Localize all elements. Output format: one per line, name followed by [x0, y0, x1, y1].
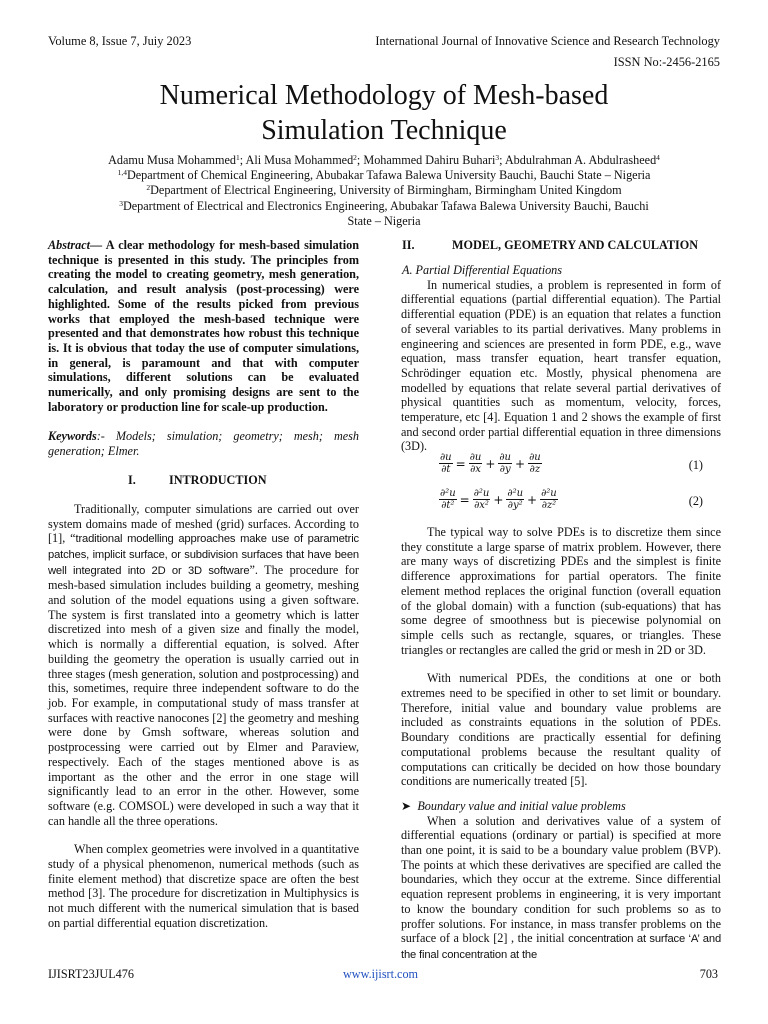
right-column-cont — [401, 525, 722, 963]
section-title: MODEL, GEOMETRY AND CALCULATION — [452, 238, 699, 252]
page-number: 703 — [699, 967, 718, 981]
fraction: $\frac{\partial u}{\partial y}$ — [499, 452, 511, 475]
paper-title — [40, 78, 728, 148]
fraction: $\frac{\text{∂²u}}{\text{∂y²}}$ — [507, 488, 524, 511]
author-sup: 2 — [353, 153, 357, 162]
plus: + — [515, 456, 526, 471]
equation-2 — [438, 488, 703, 516]
affiliation-3-cont: State – Nigeria — [347, 213, 421, 228]
intro-quote: traditional modelling approaches make use of parametric patches, implicit surface, or subdivision surfaces that have been well integrated into 2D or 3D software — [48, 533, 359, 577]
affiliation-text: Department of Chemical Engineering, Abubakar Tafawa Balewa University Bauchi, Bauchi State – Nigeria — [126, 168, 651, 183]
affiliation-sup: 2 — [146, 183, 151, 193]
section-number: II. — [402, 238, 415, 252]
keywords-text: :- Models; simulation; geometry; mesh; mesh generation; Elmer. — [48, 429, 359, 459]
fraction: $\frac{\text{∂²u}}{\text{∂x²}}$ — [473, 488, 490, 511]
abstract-label: Abstract— — [48, 238, 103, 252]
author-list — [40, 153, 728, 168]
author-sup: 4 — [656, 153, 660, 162]
plus: + — [493, 492, 504, 507]
author-name: ; Mohammed Dahiru Buhari — [356, 153, 496, 167]
keywords — [48, 429, 359, 458]
volume-info: Volume 8, Issue 7, Juiy 2023 — [48, 34, 192, 48]
paper-code: IJISRT23JUL476 — [48, 967, 134, 981]
intro-paragraph-2: When complex geometries were involved in a quantitative study of a physical phenomenon, numerical methods (such as finite element method) that discretize space are often the best method [3]. The procedure for discretization in Multiphysics is not much different with the numerical simulation that is based on partial differential equation discretization. — [48, 842, 359, 930]
author-sup: 3 — [495, 153, 500, 162]
affiliation-sup: 3 — [119, 198, 123, 208]
author-name: ; Abdulrahman A. Abdulrasheed — [499, 153, 657, 167]
pde-paragraph-1: In numerical studies, a problem is represented in form of differential equations (partial differential equation). The Partial differential equation (PDE) is an equation that relates a function of several variables to its partial derivatives. Many problems in engineering and sciences are presented in form PDE, e.g., wave equation, mass transfer equation, heart transfer equation, Schrödinger equation etc. Mostly, physical phenomena are modelled by equations that relate several partial derivatives of physical quantities such as momentum, velocity, forces, temperature, etc [4]. Equation 1 and 2 shows the example of first and second order partial differential equation in three dimensions (3D). — [401, 277, 721, 454]
equation-1-body — [438, 452, 543, 475]
bullet-boundary-value — [401, 799, 721, 814]
fraction: $\frac{\partial u}{\partial z}$ — [529, 452, 541, 475]
subsection-heading-pde: A. Partial Differential Equations — [402, 263, 563, 277]
affiliation-text: Department of Electrical Engineering, University of Birmingham, Birmingham United Kingdom — [150, 183, 622, 198]
plus: + — [527, 492, 538, 507]
bvp-paragraph — [401, 814, 721, 963]
intro-text: ”. The procedure for mesh-based simulation includes building a geometry, meshing and solution of the model equations using a given software. The system is first translated into a geometry which is latter discretized into mesh of a given size and finally the model, which is normally a differential equation, is solved. After building the geometry the operation is usually carried out in three stages (mesh generation, solution and postprocessing) and this, sometimes, require three independent software to do the job. For example, in computational study of mass transfer at surfaces with reactive nanocones [2] the geometry and meshing were done by Gmsh software, whereas solution and postprocessing were carried out by Elmer and Paraview, respectively. Each of the stages mentioned above is as important as the other and the error in one stage will significantly lead to an error in the other. However, some software (e.g. COMSOL) were developed in such a way that it can handle all the three operations. — [48, 562, 359, 828]
keywords-label: Keywords — [48, 429, 97, 444]
equals: = — [455, 456, 466, 471]
plus: + — [485, 456, 496, 471]
section-number: I. — [128, 472, 136, 487]
author-name: ; Ali Musa Mohammed — [239, 153, 354, 167]
abstract-text: A clear methodology for mesh-based simulation technique is presented in this study. The principles from creating the model to creating geometry, mesh generation, calculation, and result analysis (post-processing) were highlighted. Some of the results picked from previous works that employed the mesh-based technique were presented and that demonstrates how robust this technique is. It is obvious that today the use of computer simulations, in general, is paramount and that with computer simulations, different solutions can be evaluated numerically, and only promising designs are sent to the laboratory or production line for scale-up production. — [48, 238, 359, 414]
intro-paragraph-1 — [48, 502, 359, 828]
equation-number: (1) — [688, 458, 703, 472]
bvp-text-tail: concentration at surface ‘A’ and the final concentration at the — [401, 933, 722, 961]
left-column — [48, 238, 359, 931]
affiliation-2 — [40, 183, 728, 198]
issn: ISSN No:-2456-2165 — [613, 55, 720, 69]
equals: = — [459, 492, 470, 507]
fraction: $\frac{\partial u}{\partial t}$ — [440, 452, 452, 475]
equation-1 — [438, 452, 703, 480]
title-line-1: Numerical Methodology of Mesh-based — [159, 80, 609, 111]
fraction: $\frac{\partial u}{\partial x}$ — [469, 452, 482, 475]
affiliation-text: Department of Electrical and Electronics Engineering, Abubakar Tafawa Balewa University Bauchi, Bauchi — [122, 198, 649, 213]
author-block — [40, 153, 728, 229]
pde-paragraph-2: The typical way to solve PDEs is to discretize them since they constitute a large sparse of matrix problem. However, there are many ways of discretizing PDEs and the simplest is finite difference approximations for partial operators. The finite element method replaces the original function (overall equation of the global domain) with a function (sub-equations) that has some degree of smoothness but is piecewise polynomial on simple cells such as rectangle, squares, or triangles. These triangles or rectangles are called the grid or mesh in 2D or 3D. — [401, 525, 721, 657]
intro-text: Traditionally, computer simulations are carried out over system domains made of meshed (grid) surfaces. According to [1], “ — [48, 501, 359, 546]
affiliation-1 — [40, 168, 728, 183]
fraction: $\frac{\text{∂²u}}{\text{∂t²}}$ — [440, 488, 456, 511]
arrow-bullet-icon: ➤ — [401, 798, 418, 813]
journal-url[interactable]: www.ijisrt.com — [343, 967, 419, 981]
equation-2-body — [438, 488, 559, 511]
section-heading-introduction — [48, 473, 359, 488]
title-line-2: Simulation Technique — [261, 115, 507, 146]
section-title: INTRODUCTION — [169, 472, 267, 487]
pde-paragraph-3: With numerical PDEs, the conditions at one or both extremes need to be specified in other to set limit or boundary. Therefore, initial value and boundary value problems are included as constraints equations in the solution of PDEs. Boundary conditions are practically essential for defining computational problems because the resultant quality of computations can critically be decided on how those boundary conditions are numerically treated [5]. — [401, 671, 721, 789]
affiliation-3 — [40, 199, 728, 214]
bvp-text: When a solution and derivatives value of a system of differential equations (ordinary or partial) is specified at more than one point, it is said to be a boundary value problem (BVP). The points at which these derivatives are specified are called the boundaries, which they occur at the extreme. Since differential equation represent problems in engineering, it is very important to know the boundary condition for such problems so as to proffer solutions. For instance, in mass transfer problems on the surface of a block [2] , the initial — [401, 813, 721, 946]
abstract — [48, 238, 359, 414]
affiliation-sup: 1,4 — [117, 168, 127, 178]
bullet-text: Boundary value and initial value problems — [417, 798, 626, 813]
equation-number: (2) — [688, 494, 703, 508]
right-column — [401, 238, 721, 454]
author-name: Adamu Musa Mohammed — [108, 153, 237, 167]
fraction: $\frac{\text{∂²u}}{\text{∂z²}}$ — [541, 488, 557, 511]
author-sup: 1 — [236, 153, 240, 162]
section-heading-model — [402, 238, 721, 253]
journal-name: International Journal of Innovative Science and Research Technology — [375, 34, 720, 48]
